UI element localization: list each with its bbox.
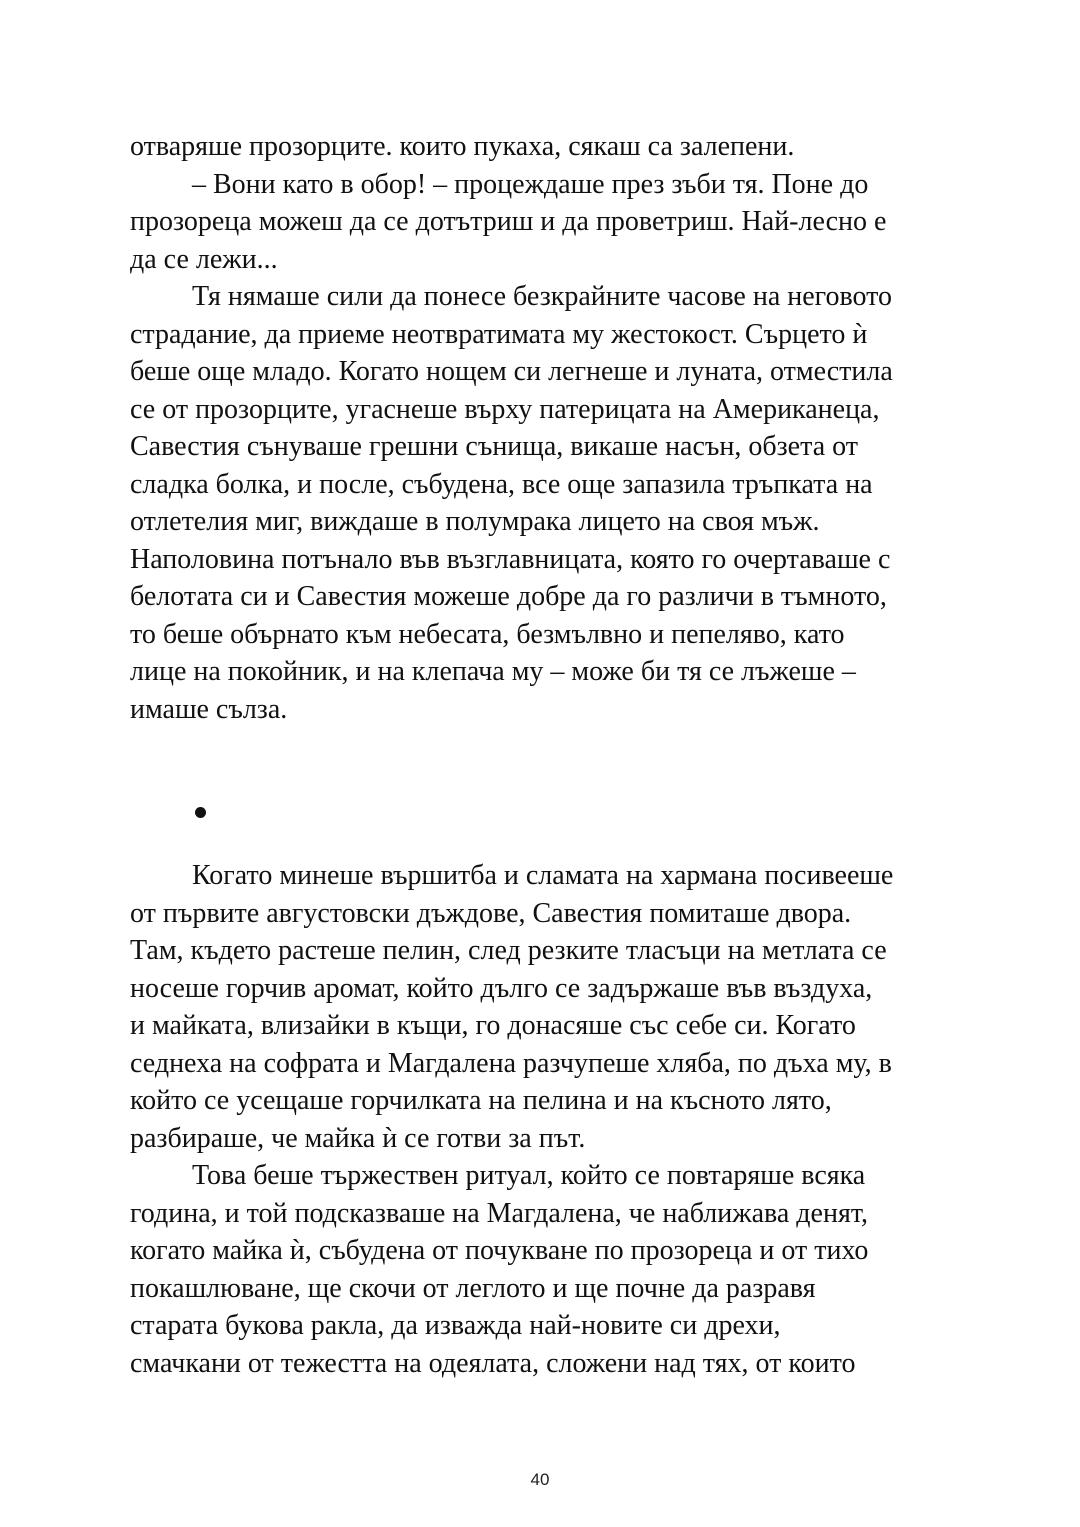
- text-line: смачкани от тежестта на одеялата, сложени над тях, от които: [130, 1347, 856, 1379]
- text-line: прозореца можеш да се дотътриш и да проветриш. Най-лесно е: [130, 206, 887, 237]
- text-line: покашлюване, ще скочи от леглото и ще почне да разравя: [130, 1272, 816, 1304]
- text-line: лице на покойник, и на клепача му – може би тя се лъжеше –: [130, 656, 856, 687]
- section-separator-bullet: [195, 807, 206, 818]
- text-line: старата букова ракла, да изважда най-новите си дрехи,: [130, 1310, 781, 1341]
- text-line: Там, където растеше пелин, след резките тласъци на метлата се: [130, 935, 887, 966]
- text-line: разбираше, че майка ѝ се готви за път.: [130, 1122, 586, 1154]
- text-line: Савестия сънуваше грешни сънища, викаше насън, обзета от: [130, 431, 858, 462]
- text-line: да се лежи...: [130, 243, 278, 275]
- text-line: белотата си и Савестия можеше добре да го различи в тъмното,: [130, 581, 887, 612]
- text-line: Това беше тържествен ритуал, който се повтаряше всяка: [192, 1160, 866, 1191]
- text-block-lower: [130, 857, 952, 1382]
- text-line: то беше обърнато към небесата, безмълвно и пепеляво, като: [130, 618, 845, 650]
- text-line: се от прозорците, угаснеше върху патерицата на Американеца,: [130, 393, 880, 425]
- text-line: – Вони като в обор! – процеждаше през зъби тя. Поне до: [192, 168, 869, 200]
- text-line: Тя нямаше сили да понесе безкрайните часове на неговото: [192, 281, 892, 312]
- text-line: година, и той подсказваше на Магдалена, че наближава денят,: [130, 1197, 868, 1229]
- text-line: сладка болка, и после, събудена, все още запазила тръпката на: [130, 468, 873, 500]
- text-block-upper: [130, 128, 952, 728]
- text-line: седнеха на софрата и Магдалена разчупеше хляба, по дъха му, в: [130, 1047, 892, 1079]
- text-line: страдание, да приеме неотвратимата му жестокост. Сърцето ѝ: [130, 318, 868, 350]
- text-line: носеше горчив аромат, който дълго се задържаше във въздуха,: [130, 972, 873, 1004]
- text-line: Наполовина потънало във възглавницата, която го очертаваше с: [130, 543, 891, 575]
- text-line: отваряше прозорците. които пукаха, сякаш са залепени.: [130, 131, 795, 162]
- page-number: 40: [530, 1470, 550, 1489]
- text-line: отлетелия миг, виждаше в полумрака лицето на своя мъж.: [130, 506, 820, 537]
- text-line: имаше сълза.: [130, 693, 288, 725]
- text-line: и майката, влизайки в къщи, го донасяше със себе си. Когато: [130, 1010, 856, 1041]
- text-line: от първите августовски дъждове, Савестия помиташе двора.: [130, 897, 852, 929]
- text-line: когато майка ѝ, събудена от почукване по прозореца и от тихо: [130, 1235, 869, 1266]
- text-line: беше още младо. Когато нощем си легнеше и луната, отместила: [130, 356, 893, 387]
- text-line: който се усещаше горчилката на пелина и на късното лято,: [130, 1085, 832, 1116]
- text-line: Когато минеше вършитба и сламата на хармана посивееше: [192, 860, 894, 891]
